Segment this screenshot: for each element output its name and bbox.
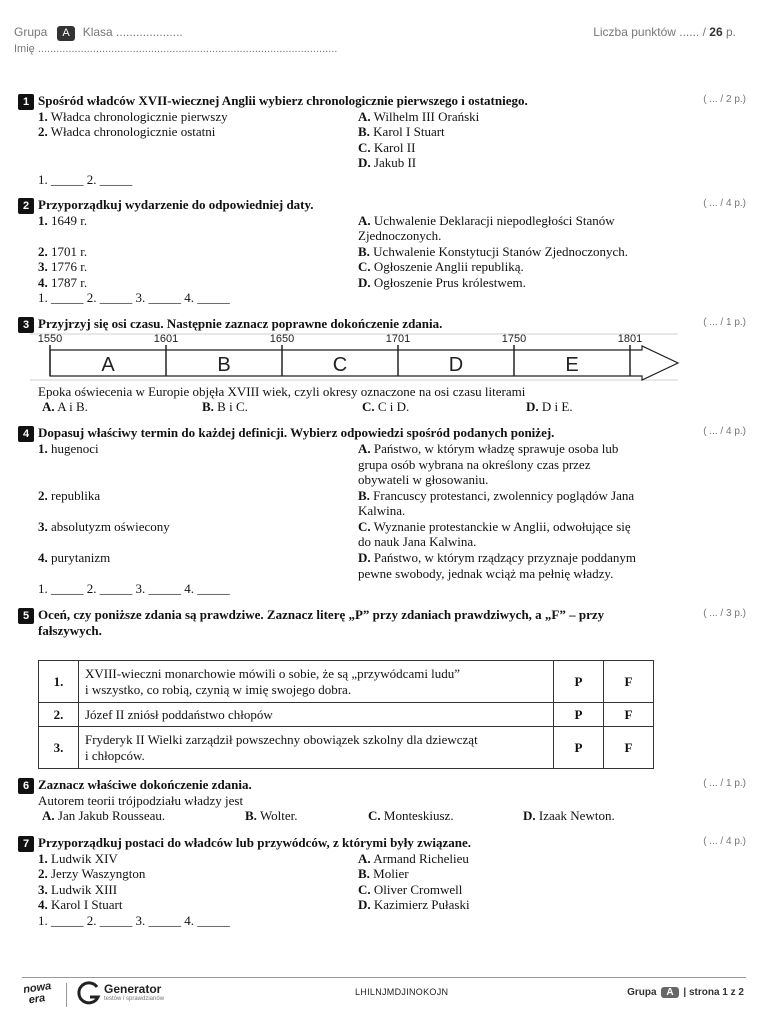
q2-right-item: B. Uchwalenie Konstytucji Stanów Zjednoczonych. <box>358 244 629 259</box>
header-group-row <box>14 25 183 41</box>
q6-option-b[interactable]: B. Wolter. <box>245 808 298 823</box>
q2-right-item: C. Ogłoszenie Anglii republiką. <box>358 259 524 274</box>
q2-left-item: 4. 1787 r. <box>38 275 88 290</box>
timeline-graphic <box>30 330 690 386</box>
q4-answer-blanks[interactable]: 1. _____ 2. _____ 3. _____ 4. _____ <box>38 581 230 596</box>
group-badge: A <box>57 26 74 41</box>
timeline-segment-label: E <box>565 354 579 376</box>
q6-option-a[interactable]: A. Jan Jakub Rousseau. <box>42 808 166 823</box>
question-1-title: Spośród władców XVII-wiecznej Anglii wybierz chronologicznie pierwszego i ostatniego. <box>38 93 528 108</box>
timeline-segment-label: A <box>101 354 115 376</box>
q2-left-item: 2. 1701 r. <box>38 244 88 259</box>
generator-logo-icon <box>76 981 102 1007</box>
q7-left-item: 2. Jerzy Waszyngton <box>38 866 146 881</box>
timeline-arrow <box>50 346 678 380</box>
question-5-title-cont: fałszywych. <box>38 623 102 638</box>
nowa-era-logo: nowa era <box>22 980 52 1007</box>
test-code: LHILNJMDJINOKOJN <box>355 987 449 997</box>
q1-right-item: D. Jakub II <box>358 155 417 170</box>
q2-left-item: 1. 1649 r. <box>38 213 88 228</box>
q1-right-item: B. Karol I Stuart <box>358 124 445 139</box>
q6-option-d[interactable]: D. Izaak Newton. <box>523 808 615 823</box>
q6-stem: Autorem teorii trójpodziału władzy jest <box>38 793 244 808</box>
false-option[interactable]: F <box>604 727 654 769</box>
q2-answer-blanks[interactable]: 1. _____ 2. _____ 3. _____ 4. _____ <box>38 290 230 305</box>
table-row <box>39 703 654 727</box>
question-2-number: 2 <box>18 198 34 214</box>
true-option[interactable]: P <box>554 703 604 727</box>
row-number: 1. <box>39 661 79 703</box>
q7-right-item: C. Oliver Cromwell <box>358 882 463 897</box>
q4-right-item-cont: do nauk Jana Kalwina. <box>358 534 477 549</box>
statement: Józef II zniósł poddaństwo chłopów <box>79 703 554 727</box>
q3-option-a[interactable]: A. A i B. <box>42 399 88 414</box>
true-option[interactable]: P <box>554 727 604 769</box>
question-6-title: Zaznacz właściwe dokończenie zdania. <box>38 777 252 792</box>
question-3-points: ( ... / 1 p.) <box>703 317 746 328</box>
q4-left-item: 1. hugenoci <box>38 441 99 456</box>
q1-answer-blanks[interactable]: 1. _____ 2. _____ <box>38 172 133 187</box>
points-total-field: Liczba punktów ...... / 26 p. <box>593 25 736 39</box>
q7-right-item: B. Molier <box>358 866 409 881</box>
q4-right-item-cont: pewne swobody, jednak wciąż ma pełnię władzy. <box>358 566 614 581</box>
name-field: Imię .................................................................................................. <box>14 43 338 55</box>
q4-right-item-cont: Kalwina. <box>358 503 406 518</box>
q1-right-item: A. Wilhelm III Orański <box>358 109 480 124</box>
question-2-points: ( ... / 4 p.) <box>703 198 746 209</box>
timeline-year: 1701 <box>385 333 411 345</box>
q4-right-item-cont: grupa osób wybrana na określony czas przez <box>358 457 591 472</box>
question-1-number: 1 <box>18 94 34 110</box>
timeline-year: 1550 <box>37 333 63 345</box>
footer-group-badge: A <box>661 987 678 998</box>
q7-left-item: 3. Ludwik XIII <box>38 882 118 897</box>
q4-right-item: B. Francuscy protestanci, zwolennicy poglądów Jana <box>358 488 635 503</box>
question-7-points: ( ... / 4 p.) <box>703 836 746 847</box>
question-6-number: 6 <box>18 778 34 794</box>
q3-option-b[interactable]: B. B i C. <box>202 399 248 414</box>
q1-left-item: 1. Władca chronologicznie pierwszy <box>38 109 228 124</box>
footer-logo-divider <box>66 983 67 1007</box>
q4-right-item: D. Państwo, w którym rządzący przyznaje poddanym <box>358 550 636 565</box>
timeline-segment-label: D <box>448 354 464 376</box>
question-6-points: ( ... / 1 p.) <box>703 778 746 789</box>
timeline-year: 1650 <box>269 333 295 345</box>
q2-right-item: A. Uchwalenie Deklaracji niepodległości Stanów <box>358 213 615 228</box>
timeline-year: 1750 <box>501 333 527 345</box>
timeline-segment-label: B <box>217 354 231 376</box>
q7-right-item: A. Armand Richelieu <box>358 851 469 866</box>
q4-left-item: 3. absolutyzm oświecony <box>38 519 170 534</box>
q7-left-item: 4. Karol I Stuart <box>38 897 123 912</box>
timeline-year: 1801 <box>617 333 643 345</box>
q3-option-c[interactable]: C. C i D. <box>362 399 410 414</box>
q2-right-item-cont: Zjednoczonych. <box>358 228 442 243</box>
q4-left-item: 2. republika <box>38 488 101 503</box>
false-option[interactable]: F <box>604 703 654 727</box>
generator-title: Generator <box>104 982 162 996</box>
question-5-title: Oceń, czy poniższe zdania są prawdziwe. Zaznacz literę „P” przy zdaniach prawdziwych, a „F” – przy <box>38 607 605 622</box>
true-false-table <box>38 660 654 769</box>
question-3-number: 3 <box>18 317 34 333</box>
false-option[interactable]: F <box>604 661 654 703</box>
row-number: 3. <box>39 727 79 769</box>
q3-option-d[interactable]: D. D i E. <box>526 399 573 414</box>
question-1-points: ( ... / 2 p.) <box>703 94 746 105</box>
true-option[interactable]: P <box>554 661 604 703</box>
class-field: Klasa .................... <box>82 25 183 39</box>
q1-right-item: C. Karol II <box>358 140 416 155</box>
table-row <box>39 661 654 703</box>
row-number: 2. <box>39 703 79 727</box>
question-7-title: Przyporządkuj postaci do władców lub przywódców, z którymi były związane. <box>38 835 471 850</box>
table-row <box>39 727 654 769</box>
q4-right-item: C. Wyznanie protestanckie w Anglii, odwołujące się <box>358 519 631 534</box>
q6-option-c[interactable]: C. Monteskiusz. <box>368 808 454 823</box>
question-5-points: ( ... / 3 p.) <box>703 608 746 619</box>
statement: XVIII-wieczni monarchowie mówili o sobie, że są „przywódcami ludu” i wszystko, co robią, czynią w imię swojego dobra. <box>79 661 554 703</box>
question-2-title: Przyporządkuj wydarzenie do odpowiedniej daty. <box>38 197 314 212</box>
group-label: Grupa <box>14 25 48 39</box>
question-4-title: Dopasuj właściwy termin do każdej definicji. Wybierz odpowiedzi spośród podanych poniżej. <box>38 425 555 440</box>
q7-right-item: D. Kazimierz Pułaski <box>358 897 470 912</box>
question-4-points: ( ... / 4 p.) <box>703 426 746 437</box>
q4-left-item: 4. purytanizm <box>38 550 111 565</box>
q2-right-item: D. Ogłoszenie Prus królestwem. <box>358 275 526 290</box>
q3-stem: Epoka oświecenia w Europie objęła XVIII wiek, czyli okresy oznaczone na osi czasu literami <box>38 384 526 399</box>
footer-page-info: Grupa A | strona 1 z 2 <box>627 987 744 998</box>
generator-subtitle: testów i sprawdzianów <box>104 996 165 1002</box>
points-total-value: 26 <box>709 25 723 39</box>
q1-left-item: 2. Władca chronologicznie ostatni <box>38 124 216 139</box>
footer-divider <box>22 977 746 978</box>
statement: Fryderyk II Wielki zarządził powszechny obowiązek szkolny dla dziewcząt i chłopców. <box>79 727 554 769</box>
q2-left-item: 3. 1776 r. <box>38 259 88 274</box>
q7-left-item: 1. Ludwik XIV <box>38 851 118 866</box>
question-7-number: 7 <box>18 836 34 852</box>
q4-right-item-cont: obywateli w głosowaniu. <box>358 472 489 487</box>
question-4-number: 4 <box>18 426 34 442</box>
timeline-segment-label: C <box>332 354 348 376</box>
question-3-title: Przyjrzyj się osi czasu. Następnie zaznacz poprawne dokończenie zdania. <box>38 316 443 331</box>
question-5-number: 5 <box>18 608 34 624</box>
q4-right-item: A. Państwo, w którym władzę sprawuje osoba lub <box>358 441 619 456</box>
q7-answer-blanks[interactable]: 1. _____ 2. _____ 3. _____ 4. _____ <box>38 913 230 928</box>
timeline-year: 1601 <box>153 333 179 345</box>
